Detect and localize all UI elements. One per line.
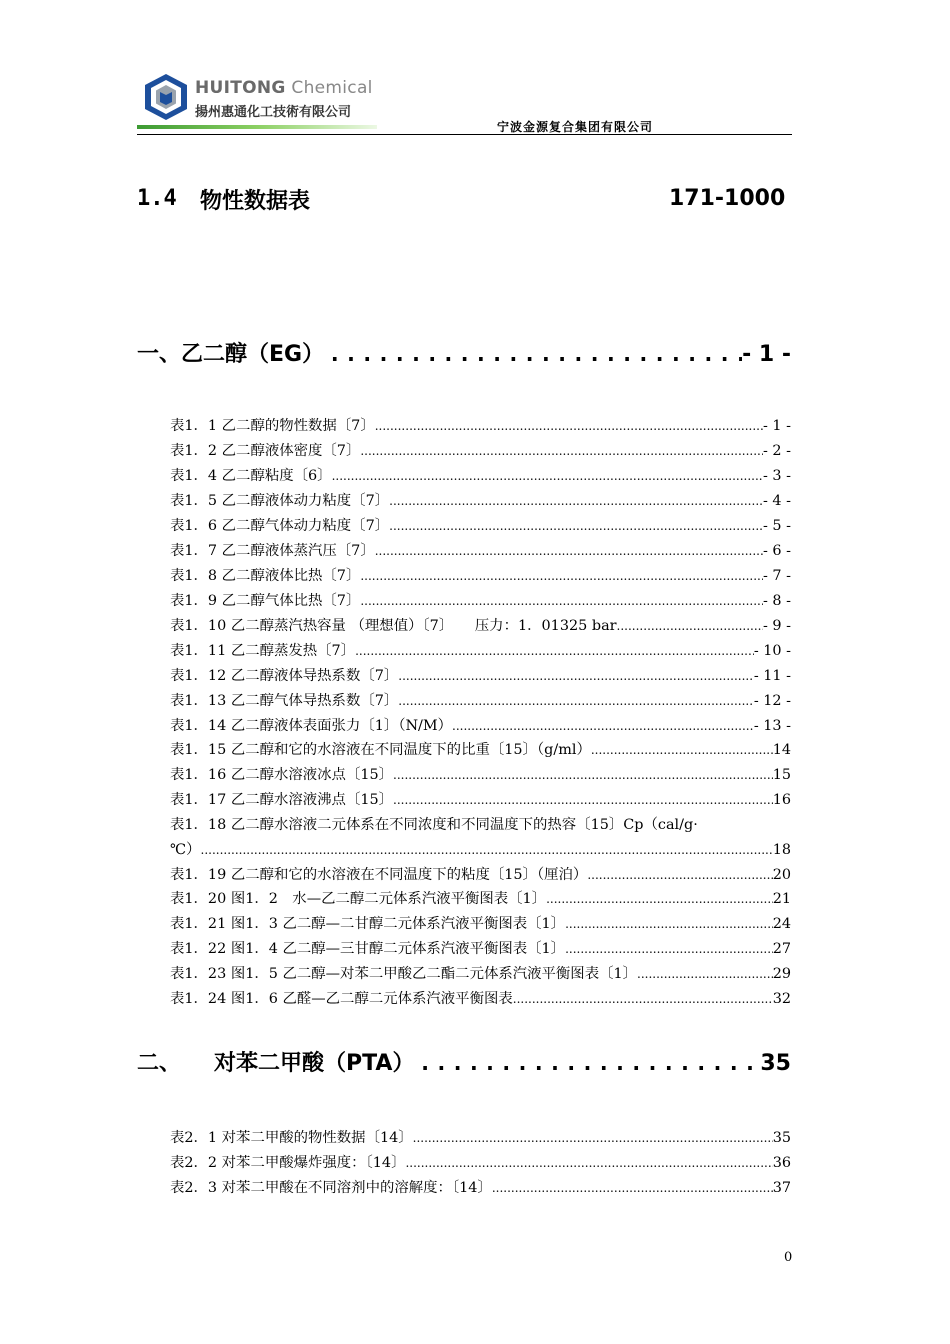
toc-entry-page: 36 bbox=[772, 1155, 791, 1171]
toc-entry-text: 表1．2 乙二醇液体密度〔7〕 bbox=[170, 443, 361, 459]
toc-entry-page: 29 bbox=[772, 966, 791, 982]
leader-dots bbox=[591, 743, 773, 757]
leader-dots bbox=[637, 967, 773, 981]
leader-dots bbox=[389, 519, 763, 533]
brand-name-part2: Chemical bbox=[291, 78, 373, 98]
toc-entry-text: 表1．24 图1．6 乙醛—乙二醇二元体系汽液平衡图表 bbox=[170, 991, 513, 1007]
leader-dots bbox=[565, 942, 773, 956]
toc-entry[interactable] bbox=[170, 639, 791, 661]
toc-entry-text: 表1．5 乙二醇液体动力粘度〔7〕 bbox=[170, 493, 390, 509]
toc-entry-page: 24 bbox=[772, 916, 791, 932]
toc-entry-page: - 12 - bbox=[753, 693, 791, 709]
toc-entry-page: - 3 - bbox=[762, 468, 791, 484]
brand-name-part1: HUITONG bbox=[195, 78, 286, 98]
toc-entry-page: - 4 - bbox=[762, 493, 791, 509]
toc-entry-text: 表1．12 乙二醇液体导热系数〔7〕 bbox=[170, 668, 399, 684]
brand-name-cn: 揚州惠通化工技術有限公司 bbox=[195, 105, 352, 120]
toc-section-eg[interactable] bbox=[137, 337, 791, 367]
toc-entry-text: 表2．3 对苯二甲酸在不同溶剂中的溶解度：〔14〕 bbox=[170, 1180, 492, 1196]
header-accent-line bbox=[137, 125, 377, 129]
page-title: 物性数据表 bbox=[200, 189, 311, 214]
toc-entry-line1[interactable] bbox=[170, 813, 791, 835]
brand-name-en bbox=[195, 78, 373, 98]
toc-entry-text: 表1．16 乙二醇水溶液冰点〔15〕 bbox=[170, 767, 394, 783]
toc-entry-text: 表1．8 乙二醇液体比热〔7〕 bbox=[170, 568, 361, 584]
section-heading: 一、乙二醇（EG） bbox=[137, 342, 325, 367]
toc-entry[interactable] bbox=[170, 714, 791, 736]
leader-dots bbox=[617, 619, 763, 633]
section-page: 35 bbox=[760, 1051, 791, 1076]
toc-entry-text: 表1．18 乙二醇水溶液二元体系在不同浓度和不同温度下的热容〔15〕Cp（cal/g· bbox=[170, 817, 698, 833]
toc-entry[interactable] bbox=[170, 489, 791, 511]
huitong-logo-icon bbox=[143, 72, 189, 122]
toc-entry-page: - 9 - bbox=[762, 618, 791, 634]
toc-entry-page: - 2 - bbox=[762, 443, 791, 459]
toc-entry-text: 表1．11 乙二醇蒸发热〔7〕 bbox=[170, 643, 356, 659]
toc-entry-text: 表2．1 对苯二甲酸的物性数据〔14〕 bbox=[170, 1130, 413, 1146]
leader-dots bbox=[393, 768, 773, 782]
toc-entry-text: 表2．2 对苯二甲酸爆炸强度：〔14〕 bbox=[170, 1155, 406, 1171]
toc-entry-text: 表1．4 乙二醇粘度〔6〕 bbox=[170, 468, 332, 484]
toc-entry-text: 表1．1 乙二醇的物性数据〔7〕 bbox=[170, 418, 375, 434]
toc-entry[interactable] bbox=[170, 987, 791, 1009]
toc-entry-text: 表1．15 乙二醇和它的水溶液在不同温度下的比重〔15〕（g/ml） bbox=[170, 742, 591, 758]
leader-dots bbox=[324, 342, 742, 367]
toc-entry[interactable] bbox=[170, 539, 791, 561]
section-heading: 二、 对苯二甲酸（PTA） bbox=[137, 1051, 415, 1076]
toc-entry[interactable] bbox=[170, 589, 791, 611]
leader-dots bbox=[389, 494, 763, 508]
company-name: 宁波金源复合集团有限公司 bbox=[497, 120, 654, 134]
leader-dots bbox=[414, 1051, 760, 1076]
leader-dots bbox=[360, 594, 763, 608]
title-code: 171-1000 bbox=[669, 186, 786, 211]
toc-entry-text: 表1．14 乙二醇液体表面张力〔1〕（N/M） bbox=[170, 718, 453, 734]
leader-dots bbox=[413, 1131, 773, 1145]
toc-entry-page: - 11 - bbox=[753, 668, 791, 684]
toc-entry-text: 表1．13 乙二醇气体导热系数〔7〕 bbox=[170, 693, 399, 709]
toc-entry[interactable] bbox=[170, 788, 791, 810]
toc-entry-text: 表1．10 乙二醇蒸汽热容量 （理想值）〔7〕 压力：1．01325 bar bbox=[170, 618, 617, 634]
toc-entry-page: 35 bbox=[772, 1130, 791, 1146]
toc-entry-text: 表1．19 乙二醇和它的水溶液在不同温度下的粘度〔15〕（厘泊） bbox=[170, 867, 588, 883]
toc-entry[interactable] bbox=[170, 439, 791, 461]
toc-entry-page: 27 bbox=[772, 941, 791, 957]
leader-dots bbox=[513, 992, 773, 1006]
toc-entry-page: 21 bbox=[772, 891, 791, 907]
leader-dots bbox=[375, 544, 763, 558]
toc-entry-page: 32 bbox=[772, 991, 791, 1007]
toc-entry[interactable] bbox=[170, 564, 791, 586]
page-number: 0 bbox=[784, 1250, 793, 1265]
toc-entry[interactable] bbox=[170, 1176, 791, 1198]
toc-entry-line2[interactable] bbox=[170, 838, 791, 860]
title-number: 1.4 bbox=[137, 186, 177, 211]
toc-entry-page: - 13 - bbox=[753, 718, 791, 734]
toc-entry-text: 表1．21 图1．3 乙二醇—二甘醇二元体系汽液平衡图表〔1〕 bbox=[170, 916, 566, 932]
toc-entry-page: - 10 - bbox=[753, 643, 791, 659]
leader-dots bbox=[492, 1181, 773, 1195]
toc-entry[interactable] bbox=[170, 414, 791, 436]
toc-entry[interactable] bbox=[170, 937, 791, 959]
toc-entry-text: 表1．6 乙二醇气体动力粘度〔7〕 bbox=[170, 518, 390, 534]
toc-entry-text: 表1．9 乙二醇气体比热〔7〕 bbox=[170, 593, 361, 609]
toc-entry[interactable] bbox=[170, 763, 791, 785]
toc-entry-page: 18 bbox=[772, 842, 791, 858]
leader-dots bbox=[398, 669, 754, 683]
toc-entry-page: - 6 - bbox=[762, 543, 791, 559]
leader-dots bbox=[398, 694, 754, 708]
toc-entry-page: - 1 - bbox=[762, 418, 791, 434]
toc-entry[interactable] bbox=[170, 738, 791, 760]
toc-entry-page: 20 bbox=[772, 867, 791, 883]
toc-entry-page: 16 bbox=[772, 792, 791, 808]
section-page: - 1 - bbox=[742, 342, 791, 367]
toc-entry-page: 14 bbox=[772, 742, 791, 758]
leader-dots bbox=[405, 1156, 772, 1170]
toc-entry-text: 表1．7 乙二醇液体蒸汽压〔7〕 bbox=[170, 543, 375, 559]
leader-dots bbox=[375, 419, 763, 433]
toc-entry[interactable] bbox=[170, 664, 791, 686]
toc-entry[interactable] bbox=[170, 614, 791, 636]
leader-dots bbox=[201, 843, 773, 857]
leader-dots bbox=[332, 469, 763, 483]
toc-entry-page: - 8 - bbox=[762, 593, 791, 609]
leader-dots bbox=[546, 892, 773, 906]
toc-entry[interactable] bbox=[170, 887, 791, 909]
toc-entry-text: 表1．17 乙二醇水溶液沸点〔15〕 bbox=[170, 792, 394, 808]
header-divider bbox=[137, 134, 792, 135]
toc-entry[interactable] bbox=[170, 1126, 791, 1148]
toc-entry[interactable] bbox=[170, 464, 791, 486]
toc-entry[interactable] bbox=[170, 912, 791, 934]
toc-entry-text: 表1．22 图1．4 乙二醇—三甘醇二元体系汽液平衡图表〔1〕 bbox=[170, 941, 566, 957]
leader-dots bbox=[452, 719, 754, 733]
leader-dots bbox=[360, 444, 763, 458]
leader-dots bbox=[565, 917, 773, 931]
leader-dots bbox=[393, 793, 773, 807]
toc-entry[interactable] bbox=[170, 962, 791, 984]
toc-entry-page: 37 bbox=[772, 1180, 791, 1196]
toc-entry[interactable] bbox=[170, 863, 791, 885]
toc-entry-text: ℃） bbox=[170, 842, 201, 858]
toc-entry[interactable] bbox=[170, 689, 791, 711]
toc-section-pta[interactable] bbox=[137, 1046, 791, 1076]
toc-entry-page: - 5 - bbox=[762, 518, 791, 534]
leader-dots bbox=[587, 868, 772, 882]
toc-entry-page: - 7 - bbox=[762, 568, 791, 584]
leader-dots bbox=[355, 644, 754, 658]
toc-entry[interactable] bbox=[170, 514, 791, 536]
toc-entry-text: 表1．20 图1．2 水—乙二醇二元体系汽液平衡图表〔1〕 bbox=[170, 891, 547, 907]
toc-entry-text: 表1．23 图1．5 乙二醇—对苯二甲酸乙二酯二元体系汽液平衡图表〔1〕 bbox=[170, 966, 638, 982]
leader-dots bbox=[360, 569, 763, 583]
toc-entry-page: 15 bbox=[772, 767, 791, 783]
toc-entry[interactable] bbox=[170, 1151, 791, 1173]
